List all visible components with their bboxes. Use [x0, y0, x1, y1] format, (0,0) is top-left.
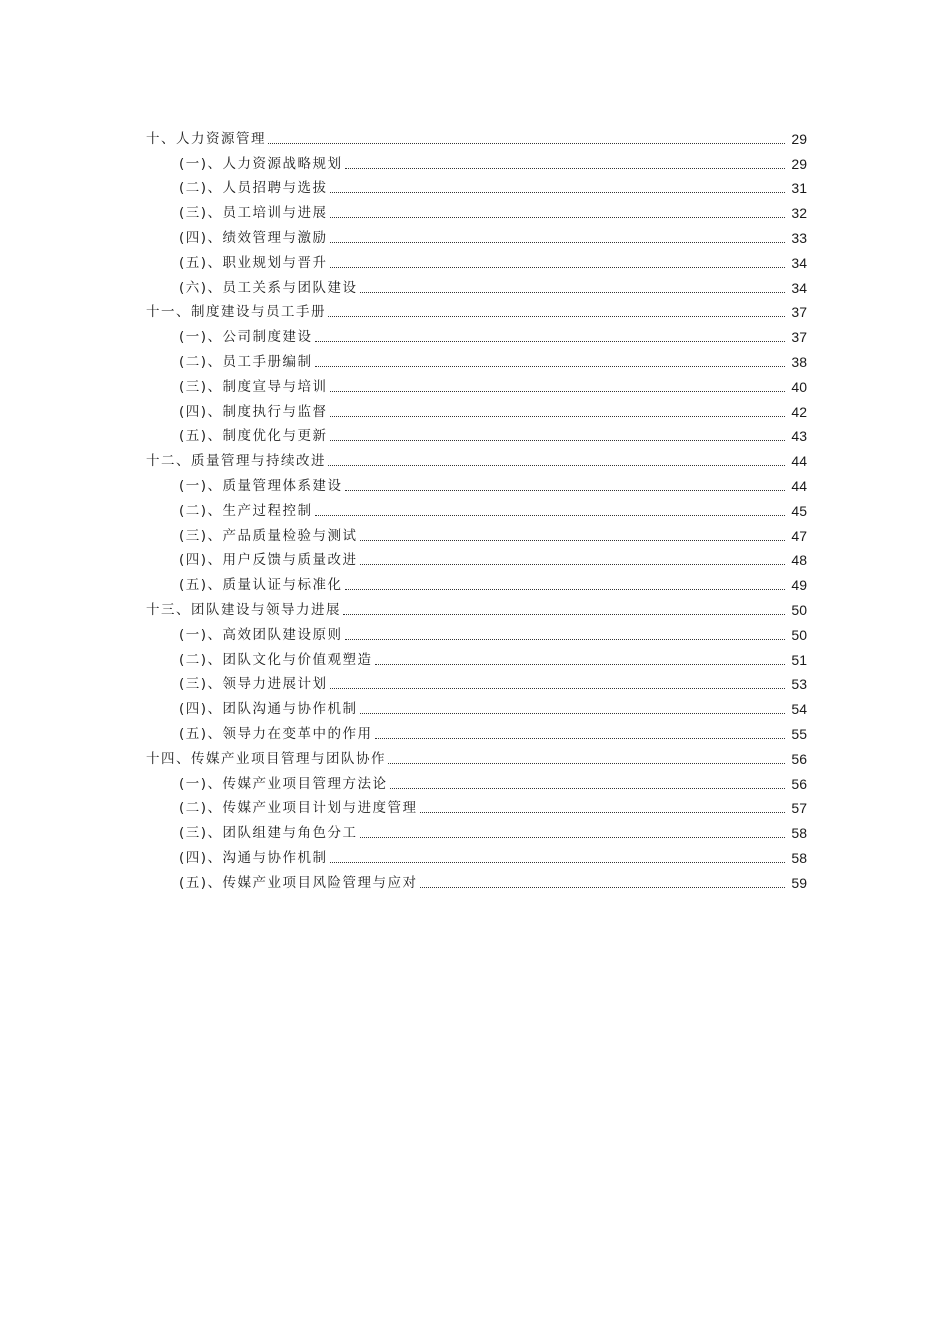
- toc-dot-leader: [315, 365, 785, 367]
- toc-entry-page-number: 48: [791, 552, 807, 569]
- toc-entry-title: (三)、员工培训与进展: [179, 205, 328, 222]
- toc-entry-title: (二)、人员招聘与选拔: [179, 180, 328, 197]
- toc-entry-page-number: 38: [791, 353, 807, 370]
- toc-entry-title: 十一、制度建设与员工手册: [146, 304, 326, 321]
- toc-entry-title: (二)、生产过程控制: [179, 502, 313, 519]
- toc-dot-leader: [268, 142, 785, 144]
- toc-entry-page-number: 32: [791, 205, 807, 222]
- toc-dot-leader: [360, 539, 785, 541]
- toc-entry-title: (五)、制度优化与更新: [179, 428, 328, 445]
- toc-entry-page-number: 33: [791, 229, 807, 246]
- toc-entry-title: (六)、员工关系与团队建设: [179, 279, 358, 296]
- toc-dot-leader: [315, 340, 785, 342]
- toc-dot-leader: [390, 787, 785, 789]
- toc-entry-page-number: 34: [791, 279, 807, 296]
- toc-entry-page-number: 55: [791, 725, 807, 742]
- toc-section-entry[interactable]: [0, 548, 950, 573]
- toc-entry-page-number: 43: [791, 428, 807, 445]
- toc-dot-leader: [420, 811, 785, 813]
- toc-dot-leader: [375, 663, 785, 665]
- toc-chapter-entry[interactable]: [0, 300, 950, 325]
- toc-entry-page-number: 29: [791, 130, 807, 147]
- toc-entry-page-number: 37: [791, 304, 807, 321]
- toc-entry-title: (五)、传媒产业项目风险管理与应对: [179, 874, 418, 891]
- toc-dot-leader: [330, 861, 785, 863]
- toc-entry-page-number: 47: [791, 527, 807, 544]
- toc-entry-title: 十、人力资源管理: [146, 130, 266, 147]
- toc-entry-page-number: 37: [791, 329, 807, 346]
- toc-dot-leader: [360, 563, 785, 565]
- toc-dot-leader: [420, 886, 785, 888]
- toc-entry-page-number: 56: [791, 775, 807, 792]
- toc-section-entry[interactable]: [0, 151, 950, 176]
- toc-entry-page-number: 44: [791, 477, 807, 494]
- toc-dot-leader: [360, 291, 785, 293]
- toc-chapter-entry[interactable]: [0, 448, 950, 473]
- toc-entry-page-number: 31: [791, 180, 807, 197]
- toc-entry-title: (三)、团队组建与角色分工: [179, 825, 358, 842]
- toc-dot-leader: [345, 167, 785, 169]
- toc-section-entry[interactable]: [0, 572, 950, 597]
- toc-section-entry[interactable]: [0, 324, 950, 349]
- toc-dot-leader: [328, 464, 785, 466]
- toc-dot-leader: [360, 836, 785, 838]
- toc-section-entry[interactable]: [0, 498, 950, 523]
- toc-section-entry[interactable]: [0, 473, 950, 498]
- toc-entry-title: (四)、沟通与协作机制: [179, 849, 328, 866]
- toc-entry-page-number: 42: [791, 403, 807, 420]
- toc-dot-leader: [375, 737, 785, 739]
- toc-entry-title: (五)、领导力在变革中的作用: [179, 725, 373, 742]
- toc-section-entry[interactable]: [0, 672, 950, 697]
- toc-section-entry[interactable]: [0, 796, 950, 821]
- toc-entry-page-number: 59: [791, 874, 807, 891]
- toc-chapter-entry[interactable]: [0, 746, 950, 771]
- toc-entry-title: (二)、传媒产业项目计划与进度管理: [179, 800, 418, 817]
- table-of-contents: [0, 126, 950, 895]
- toc-entry-page-number: 58: [791, 849, 807, 866]
- toc-entry-title: (四)、用户反馈与质量改进: [179, 552, 358, 569]
- toc-entry-page-number: 56: [791, 750, 807, 767]
- toc-section-entry[interactable]: [0, 275, 950, 300]
- toc-chapter-entry[interactable]: [0, 597, 950, 622]
- toc-entry-title: (四)、制度执行与监督: [179, 403, 328, 420]
- toc-section-entry[interactable]: [0, 200, 950, 225]
- toc-dot-leader: [330, 216, 785, 218]
- toc-entry-title: (五)、质量认证与标准化: [179, 577, 343, 594]
- toc-section-entry[interactable]: [0, 176, 950, 201]
- toc-dot-leader: [330, 191, 785, 193]
- toc-dot-leader: [360, 712, 785, 714]
- toc-dot-leader: [388, 762, 785, 764]
- toc-entry-page-number: 40: [791, 378, 807, 395]
- toc-entry-page-number: 50: [791, 601, 807, 618]
- toc-section-entry[interactable]: [0, 721, 950, 746]
- toc-entry-page-number: 34: [791, 254, 807, 271]
- toc-section-entry[interactable]: [0, 523, 950, 548]
- toc-entry-title: 十二、质量管理与持续改进: [146, 453, 326, 470]
- toc-section-entry[interactable]: [0, 374, 950, 399]
- toc-entry-title: 十三、团队建设与领导力进展: [146, 601, 341, 618]
- toc-chapter-entry[interactable]: [0, 126, 950, 151]
- toc-entry-title: (一)、人力资源战略规划: [179, 155, 343, 172]
- toc-entry-page-number: 50: [791, 626, 807, 643]
- toc-section-entry[interactable]: [0, 225, 950, 250]
- toc-dot-leader: [343, 613, 785, 615]
- toc-dot-leader: [330, 439, 785, 441]
- toc-entry-title: (二)、员工手册编制: [179, 353, 313, 370]
- toc-section-entry[interactable]: [0, 399, 950, 424]
- toc-entry-page-number: 54: [791, 701, 807, 718]
- toc-entry-title: (一)、传媒产业项目管理方法论: [179, 775, 388, 792]
- toc-section-entry[interactable]: [0, 820, 950, 845]
- toc-entry-page-number: 49: [791, 577, 807, 594]
- toc-entry-title: (四)、团队沟通与协作机制: [179, 701, 358, 718]
- toc-entry-title: (一)、公司制度建设: [179, 329, 313, 346]
- toc-dot-leader: [345, 489, 785, 491]
- toc-entry-page-number: 29: [791, 155, 807, 172]
- toc-dot-leader: [345, 638, 785, 640]
- toc-entry-page-number: 58: [791, 825, 807, 842]
- toc-section-entry[interactable]: [0, 424, 950, 449]
- toc-section-entry[interactable]: [0, 622, 950, 647]
- toc-section-entry[interactable]: [0, 349, 950, 374]
- toc-entry-title: (五)、职业规划与晋升: [179, 254, 328, 271]
- toc-section-entry[interactable]: [0, 696, 950, 721]
- toc-entry-page-number: 51: [791, 651, 807, 668]
- toc-entry-title: (三)、领导力进展计划: [179, 676, 328, 693]
- toc-dot-leader: [330, 390, 785, 392]
- toc-entry-title: (三)、制度宣导与培训: [179, 378, 328, 395]
- toc-entry-title: (一)、高效团队建设原则: [179, 626, 343, 643]
- toc-section-entry[interactable]: [0, 771, 950, 796]
- toc-dot-leader: [330, 241, 785, 243]
- toc-dot-leader: [330, 415, 785, 417]
- toc-entry-page-number: 53: [791, 676, 807, 693]
- toc-dot-leader: [345, 588, 785, 590]
- toc-entry-page-number: 44: [791, 453, 807, 470]
- toc-entry-title: (四)、绩效管理与激励: [179, 229, 328, 246]
- toc-entry-title: (二)、团队文化与价值观塑造: [179, 651, 373, 668]
- toc-dot-leader: [315, 514, 785, 516]
- toc-dot-leader: [330, 687, 785, 689]
- toc-dot-leader: [328, 315, 785, 317]
- toc-section-entry[interactable]: [0, 250, 950, 275]
- toc-section-entry[interactable]: [0, 870, 950, 895]
- toc-section-entry[interactable]: [0, 845, 950, 870]
- toc-entry-page-number: 57: [791, 800, 807, 817]
- toc-entry-page-number: 45: [791, 502, 807, 519]
- toc-dot-leader: [330, 266, 785, 268]
- toc-entry-title: (一)、质量管理体系建设: [179, 477, 343, 494]
- toc-section-entry[interactable]: [0, 647, 950, 672]
- toc-entry-title: 十四、传媒产业项目管理与团队协作: [146, 750, 386, 767]
- toc-entry-title: (三)、产品质量检验与测试: [179, 527, 358, 544]
